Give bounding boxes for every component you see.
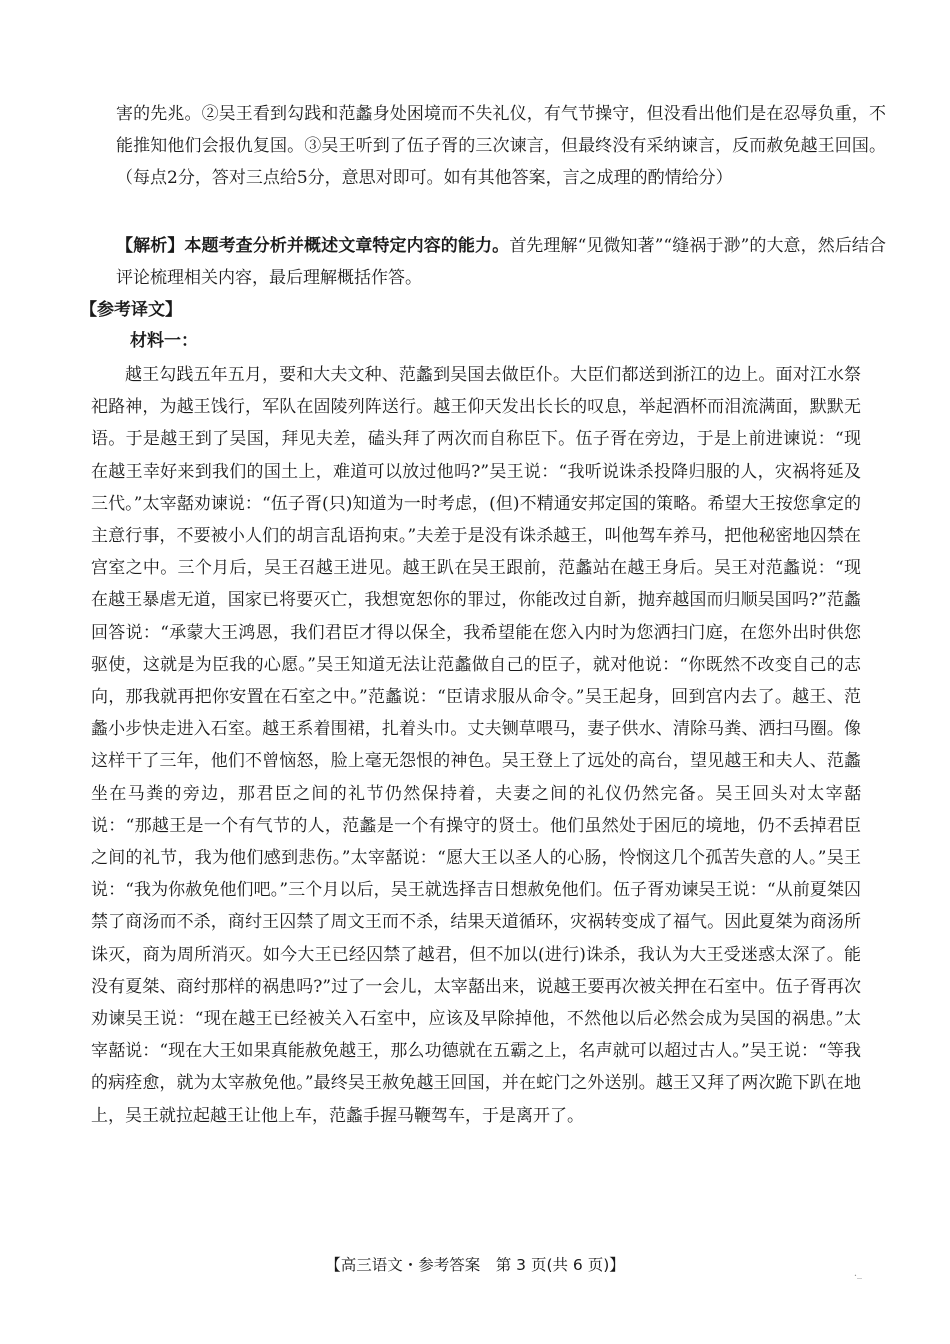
analysis-text: 首先理解“见微知著”“缝祸于渺”的大意，然后结合评论梳理相关内容，最后理解概括作答。 xyxy=(116,236,887,288)
page-footer: 【高三语文・参考答案 第 3 页(共 6 页)】 xyxy=(325,1256,625,1274)
analysis-tag: 【解析】 xyxy=(116,236,185,256)
material-one-label: 材料一： xyxy=(130,331,198,351)
answer-continued-paragraph: 害的先兆。②吴王看到勾践和范蠡身处困境而不失礼仪，有气节操守，但没看出他们是在忍辱负重，不能推知他们会报仇复国。③吴王听到了伍子胥的三次谏言，但最终没有采纳谏言，反而赦免越王回国。（每点2分，答对三点给5分，意思对即可。如有其他答案，言之成理的酌情给分） xyxy=(116,104,886,188)
analysis-bold-text: 本题考查分析并概述文章特定内容的能力。 xyxy=(184,236,510,256)
translation-paragraph: 越王勾践五年五月，要和大夫文种、范蠡到吴国去做臣仆。大臣们都送到浙江的边上。面对江水祭祀路神，为越王饯行，军队在固陵列阵送行。越王仰天发出长长的叹息，举起酒杯而泪流满面，默默无语。于是越王到了吴国，拜见夫差，磕头拜了两次而自称臣下。伍子胥在旁边，于是上前进谏说：“现在越王幸好来到我们的国土上，难道可以放过他吗?”吴王说：“我听说诛杀投降归服的人，灾祸将延及三代。”太宰嚭劝谏说：“伍子胥(只)知道为一时考虑，(但)不精通安邦定国的策略。希望大王按您拿定的主意行事，不要被小人们的胡言乱语拘束。”夫差于是没有诛杀越王，叫他驾车养马，把他秘密地囚禁在宫室之中。三个月后，吴王召越王进见。越王趴在吴王跟前，范蠡站在越王身后。吴王对范蠡说：“现在越王暴虐无道，国家已将要灭亡，我想宽恕你的罪过，你能改过自新，抛弃越国而归顺吴国吗?”范蠡回答说：“承蒙大王鸿恩，我们君臣才得以保全，我希望能在您入内时为您洒扫门庭，在您外出时供您驱使，这就是为臣我的心愿。”吴王知道无法让范蠡做自己的臣子，就对他说：“你既然不改变自己的志向，那我就再把你安置在石室之中。”范蠡说：“臣请求服从命令。”吴王起身，回到宫内去了。越王、范蠡小步快走进入石室。越王系着围裙，扎着头巾。丈夫铡草喂马，妻子供水、清除马粪、洒扫马圈。像这样干了三年，他们不曾恼怒，脸上毫无怨恨的神色。吴王登上了远处的高台，望见越王和夫人、范蠡坐在马粪的旁边，那君臣之间的礼节仍然保持着，夫妻之间的礼仪仍然完备。吴王回头对太宰嚭说：“那越王是一个有气节的人，范蠡是一个有操守的贤士。他们虽然处于困厄的境地，仍不丢掉君臣之间的礼节，我为他们感到悲伤。”太宰嚭说：“愿大王以圣人的心肠，怜悯这几个孤苦失意的人。”吴王说：“我为你赦免他们吧。”三个月以后，吴王就选择吉日想赦免他们。伍子胥劝谏吴王说：“从前夏桀囚禁了商汤而不杀，商纣王囚禁了周文王而不杀，结果天道循环，灾祸转变成了福气。因此夏桀为商汤所诛灭，商为周所消灭。如今大王已经囚禁了越君，但不加以(进行)诛杀，我认为大王受迷惑太深了。能没有夏桀、商纣那样的祸患吗?”过了一会儿，太宰嚭出来，说越王要再次被关押在石室中。伍子胥再次劝谏吴王说：“现在越王已经被关入石室中，应该及早除掉他，不然他以后必然会成为吴国的祸患。”太宰嚭说：“现在大王如果真能赦免越王，那么功德就在五霸之上，名声就可以超过古人。”吴王说：“等我的病痊愈，就为太宰赦免他。”最终吴王赦免越王回国，并在蛇门之外送别。越王又拜了两次跪下趴在地上，吴王就拉起越王让他上车，范蠡手握马鞭驾车，于是离开了。 xyxy=(91,365,861,1126)
corner-mark: ._ xyxy=(853,1268,862,1279)
analysis-paragraph xyxy=(116,230,886,294)
reference-translation-heading: 【参考译文】 xyxy=(80,300,182,320)
